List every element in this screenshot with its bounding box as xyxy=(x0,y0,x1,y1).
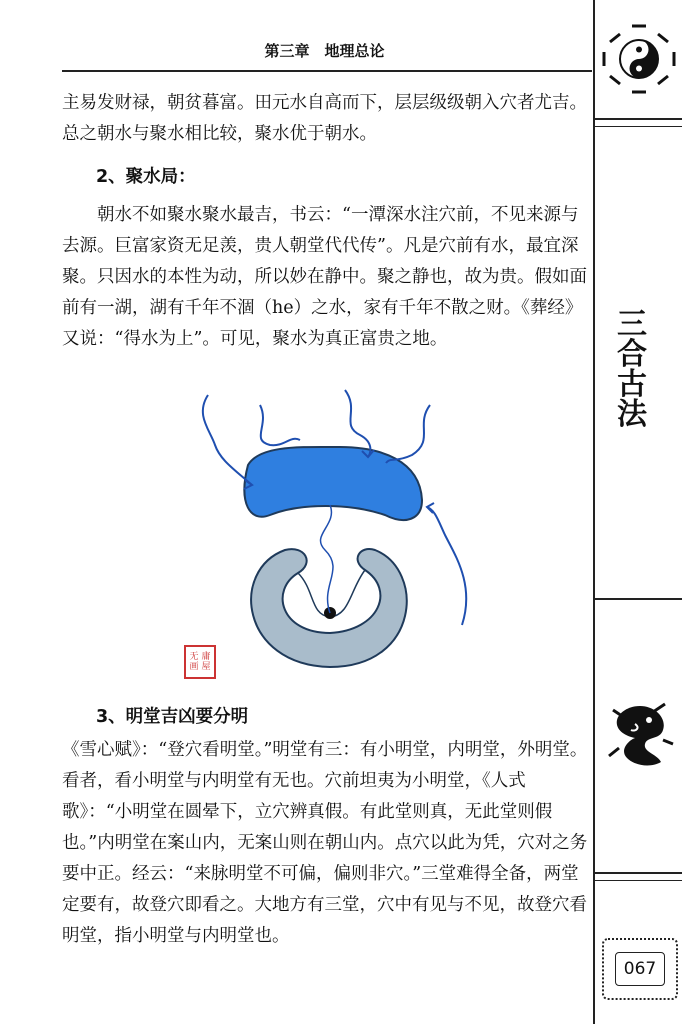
sidebar-rule xyxy=(593,118,682,120)
water-pool xyxy=(244,447,422,520)
title-char: 三 xyxy=(617,307,647,342)
title-char: 古 xyxy=(617,367,647,402)
sidebar-rule xyxy=(593,872,682,874)
section-heading-2: 2、聚水局： xyxy=(96,167,196,187)
title-char: 合 xyxy=(617,337,647,372)
title-char: 法 xyxy=(617,397,647,432)
book-series-title xyxy=(612,307,652,432)
stream-line xyxy=(427,507,466,625)
paragraph-gathered-water: 朝水不如聚水聚水最吉，书云：“一潭深水注穴前，不见来源与去源。巨富家资无足羡，贵人朝堂代代传”。凡是穴前有水，最宜深聚。只因水的本性为动，所以妙在静中。聚之静也，故为贵。假如面前有一湖，湖有千年不涸（he）之水，家有千年不散之财。《葬经》又说：“得水为上”。可见，聚水为真正富贵之地。 xyxy=(62,205,587,349)
sidebar-rule xyxy=(593,126,682,127)
seal-char: 庸 xyxy=(201,652,211,662)
artist-seal xyxy=(184,645,216,679)
stream-line xyxy=(203,395,252,485)
sidebar-divider xyxy=(593,0,595,1024)
paragraph-intro: 主易发财禄，朝贫暮富。田元水自高而下，层层级级朝入穴者尤吉。总之朝水与聚水相比较，聚水优于朝水。 xyxy=(62,93,587,144)
page-number: 067 xyxy=(615,952,665,986)
stream-line xyxy=(386,405,430,463)
chapter-header: 第三章 地理总论 xyxy=(264,42,385,60)
dragon-icon xyxy=(605,700,675,770)
seal-char: 画 xyxy=(189,662,199,672)
water-gathering-diagram xyxy=(190,385,480,685)
page-number-box xyxy=(602,938,678,1000)
sidebar-rule xyxy=(593,880,682,881)
seal-char: 屋 xyxy=(201,662,211,672)
sidebar-rule xyxy=(593,598,682,600)
stream-line xyxy=(321,505,334,613)
header-rule xyxy=(62,70,592,72)
paragraph-bright-hall: 《雪心赋》：“登穴看明堂。”明堂有三：有小明堂，内明堂，外明堂。看者，看小明堂与内明堂有无也。穴前坦夷为小明堂，《人式歌》：“小明堂在圆晕下，立穴辨真假。有此堂则真，无此堂则假也。”内明堂在案山内，无案山则在朝山内。点穴以此为凭，穴对之务要中正。经云：“来脉明堂不可偏，偏则非穴。”三堂难得全备，两堂定要有，故登穴即看之。大地方有三堂，穴中有见与不见，故登穴看明堂，指小明堂与内明堂也。 xyxy=(62,740,588,946)
section-heading-3: 3、明堂吉凶要分明 xyxy=(96,707,249,727)
yin-yang-icon xyxy=(602,22,676,96)
stream-line xyxy=(260,405,300,445)
seal-char: 无 xyxy=(189,652,199,662)
